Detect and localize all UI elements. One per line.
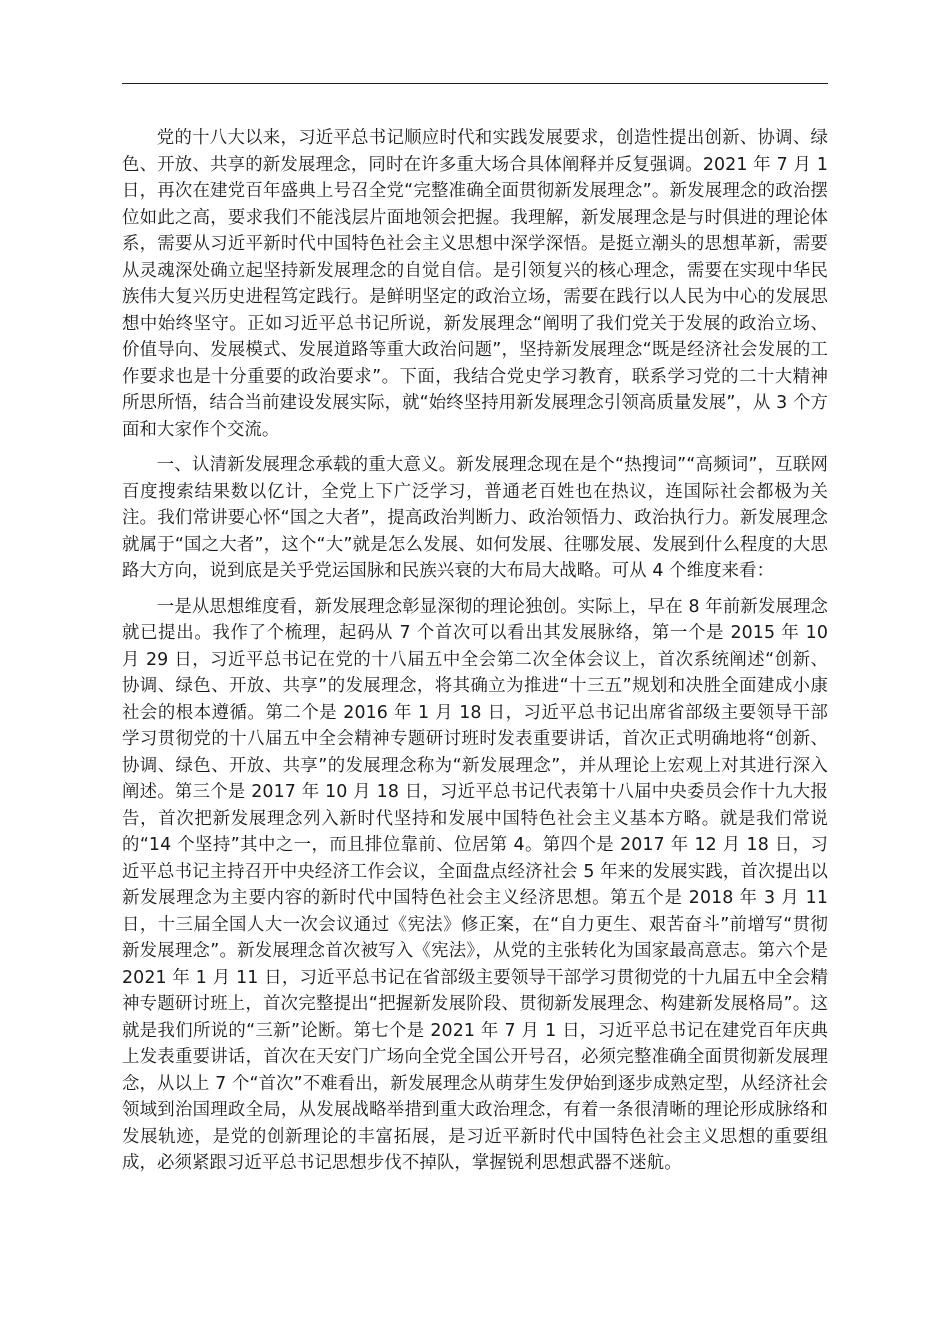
paragraph-section-one: 一、认清新发展理念承载的重大意义。新发展理念现在是个“热搜词”“高频词”，互联网百度搜索结果数以亿计，全党上下广泛学习，普通老百姓也在热议，连国际社会都极为关注。我们常讲要心怀“国之大者”，提高政治判断力、政治领悟力、政治执行力。新发展理念就属于“国之大者”，这个“大”就是怎么发展、如何发展、往哪发展、发展到什么程度的大思路大方向，说到底是关乎党运国脉和民族兴衰的大布局大战略。可从 4 个维度来看： bbox=[122, 455, 828, 581]
paragraph-intro: 党的十八大以来，习近平总书记顺应时代和实践发展要求，创造性提出创新、协调、绿色、开放、共享的新发展理念，同时在许多重大场合具体阐释并反复强调。2021 年 7 月 1 日，再次在建党百年盛典上号召全党“完整准确全面贯彻新发展理念”。新发展理念的政治摆位如此之高，要求我们不能浅层片面地领会把握。我理解，新发展理念是与时俱进的理论体系，需要从习近平新时代中国特色社会主义思想中深学深悟。是挺立潮头的思想革新，需要从灵魂深处确立起坚持新发展理念的自觉自信。是引领复兴的核心理念，需要在实现中华民族伟大复兴历史进程笃定践行。是鲜明坚定的政治立场，需要在践行以人民为中心的发展思想中始终坚守。正如习近平总书记所说，新发展理念“阐明了我们党关于发展的政治立场、价值导向、发展模式、发展道路等重大政治问题”，坚持新发展理念“既是经济社会发展的工作要求也是十分重要的政治要求”。下面，我结合党史学习教育，联系学习党的二十大精神所思所悟，结合当前建设发展实际，就“始终坚持用新发展理念引领高质量发展”，从 3 个方面和大家作个交流。 bbox=[122, 128, 828, 440]
paragraph-thought-dimension: 一是从思想维度看，新发展理念彰显深彻的理论独创。实际上，早在 8 年前新发展理念就已提出。我作了个梳理，起码从 7 个首次可以看出其发展脉络，第一个是 2015 年 10 月 29 日，习近平总书记在党的十八届五中全会第二次全体会议上，首次系统阐述“创新、协调、绿色、开放、共享”的发展理念，将其确立为推进“十三五”规划和决胜全面建成小康社会的根本遵循。第二个是 2016 年 1 月 18 日，习近平总书记出席省部级主要领导干部学习贯彻党的十八届五中全会精神专题研讨班时发表重要讲话，首次正式明确地将“创新、协调、绿色、开放、共享”的发展理念称为“新发展理念”，并从理论上宏观上对其进行深入阐述。第三个是 2017 年 10 月 18 日，习近平总书记代表第十八届中央委员会作十九大报告，首次把新发展理念列入新时代坚持和发展中国特色社会主义基本方略。就是我们常说的“14 个坚持”其中之一，而且排位靠前、位居第 4。第四个是 2017 年 12 月 18 日，习近平总书记主持召开中央经济工作会议，全面盘点经济社会 5 年来的发展实践，首次提出以新发展理念为主要内容的新时代中国特色社会主义经济思想。第五个是 2018 年 3 月 11 日，十三届全国人大一次会议通过《宪法》修正案，在“自力更生、艰苦奋斗”前增写“贯彻新发展理念”。新发展理念首次被写入《宪法》，从党的主张转化为国家最高意志。第六个是 2021 年 1 月 11 日，习近平总书记在省部级主要领导干部学习贯彻党的十九届五中全会精神专题研讨班上，首次完整提出“把握新发展阶段、贯彻新发展理念、构建新发展格局”。这就是我们所说的“三新”论断。第七个是 2021 年 7 月 1 日，习近平总书记在建党百年庆典上发表重要讲话，首次在天安门广场向全党全国公开号召，必须完整准确全面贯彻新发展理念，从以上 7 个“首次”不难看出，新发展理念从萌芽生发伊始到逐步成熟定型，从经济社会领域到治国理政全局，从发展战略举措到重大政治理念，有着一条很清晰的理论形成脉络和发展轨迹，是党的创新理论的丰富拓展，是习近平新时代中国特色社会主义思想的重要组成，必须紧跟习近平总书记思想步伐不掉队，掌握锐利思想武器不迷航。 bbox=[122, 596, 828, 1173]
document-body bbox=[122, 125, 828, 1186]
header-rule bbox=[122, 83, 828, 84]
